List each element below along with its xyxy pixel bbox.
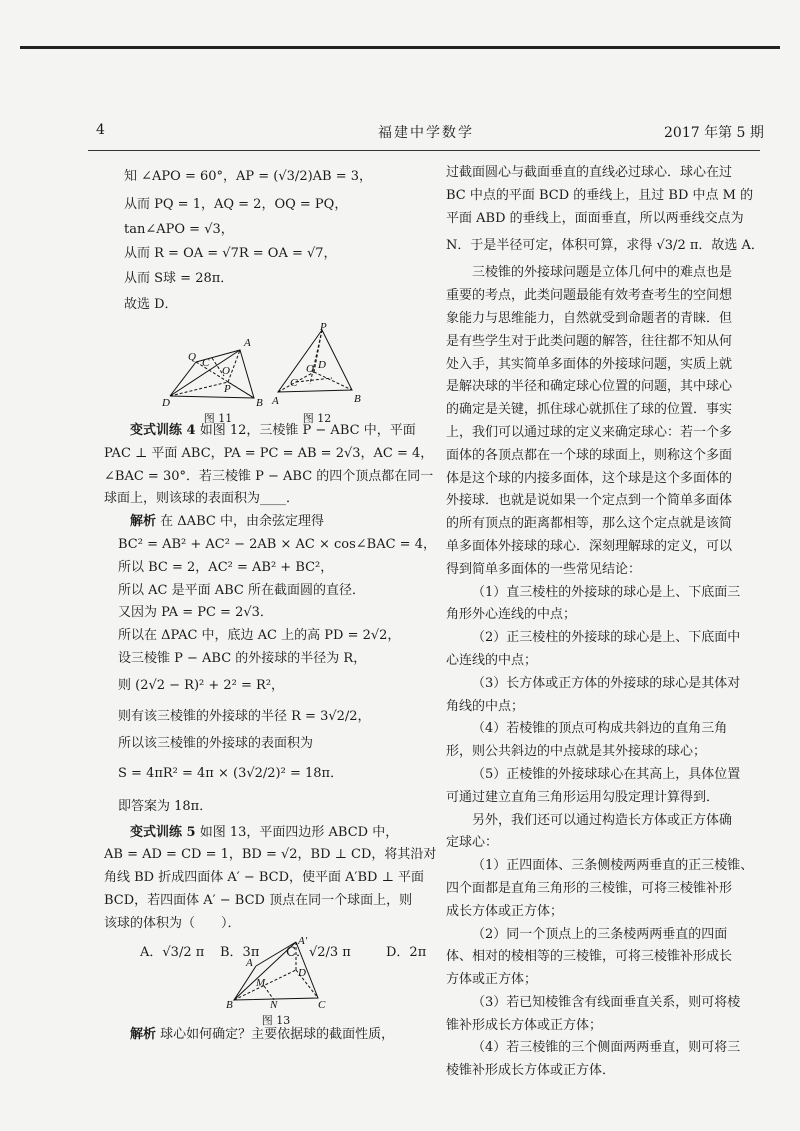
text-line: 处入手，其实简单多面体的外接球问题，实质上就 — [446, 356, 733, 372]
text-line: 平面 ABD 的垂线上，面面垂直，所以两垂线交点为 — [446, 210, 744, 226]
text-line: S = 4πR² = 4π × (3√2/2)² = 18π． — [118, 765, 344, 781]
fig11-label: C — [202, 357, 210, 369]
figure-12 — [270, 322, 364, 425]
text-line: 单多面体外接球的球心．深刻理解球的定义，可以 — [446, 538, 733, 554]
text-line: 又因为 PA = PC = 2√3． — [118, 605, 273, 621]
text-line: 从而 PQ = 1，AQ = 2，OQ = PQ， — [124, 197, 348, 212]
figure-12-caption: 图 12 — [302, 412, 332, 425]
text-line: 即答案为 18π． — [118, 798, 213, 814]
text-line: 球心如何确定？主要依据球的截面性质， — [160, 1027, 395, 1042]
text-line: 所以 BC = 2，AC² = AB² + BC²， — [118, 559, 334, 575]
left-column-bottom — [130, 1024, 450, 1047]
fig12-label: C — [290, 377, 298, 389]
choice-b: B．3π — [220, 944, 260, 960]
left-column-top — [124, 162, 434, 318]
text-line: 锥补形成长方体或正方体； — [446, 1017, 603, 1033]
figure-11 — [162, 328, 274, 425]
figure-13 — [226, 936, 326, 1027]
text-line: 如图 12，三棱锥 P − ABC 中，平面 — [199, 423, 416, 438]
text-line: 象能力与思维能力，自然就受到命题者的青睐．但 — [446, 310, 733, 326]
text-line: 过截面圆心与截面垂直的直线必过球心．球心在过 — [446, 165, 733, 180]
fig11-label: Q — [188, 351, 196, 363]
text-line: 可通过建立直角三角形运用勾股定理计算得到． — [446, 789, 720, 805]
text-line: 方体或正方体； — [446, 972, 538, 988]
text-line: （5）正棱锥的外接球球心在其高上，具体位置 — [472, 766, 741, 782]
fig12-label: P — [320, 322, 327, 333]
top-rule — [20, 46, 780, 49]
fig12-edge — [314, 372, 352, 390]
text-line: 则有该三棱锥的外接球的半径 R = 3√2/2， — [118, 708, 371, 724]
text-line: 如图 13，平面四边形 ABCD 中， — [199, 824, 399, 840]
text-line: 知 ∠APO = 60°，AP = (√3/2)AB = 3， — [124, 169, 373, 184]
exercise-5 — [104, 822, 440, 845]
text-line: BC² = AB² + AC² − 2AB × AC × cos∠BAC = 4， — [118, 536, 436, 552]
fig11-label: A — [244, 337, 251, 349]
choice-c: C．√2/3 π — [286, 944, 351, 960]
text-line: （1）直三棱柱的外接球的球心是上、下底面三 — [472, 584, 741, 600]
fig13-label: C — [318, 999, 326, 1008]
text-line: 定球心： — [446, 835, 499, 851]
text-line: （4）若三棱锥的三个侧面两两垂直，则可将三 — [472, 1040, 741, 1056]
text-line: 是有些学生对于此类问题的解答，往往都不知从何 — [446, 333, 733, 349]
text-line: 另外，我们还可以通过构造长方体或正方体确 — [472, 812, 733, 828]
text-line: 得到简单多面体的一些常见结论： — [446, 561, 642, 577]
text-line: 则 (2√2 − R)² + 2² = R²， — [118, 677, 285, 693]
text-line: （1）正四面体、三条侧棱两两垂直的正三棱锥、 — [472, 858, 754, 874]
fig12-label: A — [272, 395, 279, 406]
text-line: 在 ΔABC 中，由余弦定理得 — [160, 514, 324, 530]
choice-a: A．√3/2 π — [140, 944, 205, 960]
exercise-4 — [104, 420, 440, 443]
fig11-label: P — [224, 383, 231, 395]
text-line: BCD，若四面体 A′ − BCD 顶点在同一个球面上，则 — [104, 892, 413, 908]
fig11-label: B — [256, 397, 263, 406]
text-line: 体是这个球的内接多面体，这个球是这个多面体的 — [446, 470, 733, 486]
fig13-label: D — [298, 967, 306, 979]
figure-13-caption: 图 13 — [261, 1014, 291, 1027]
text-line: tan∠APO = √3， — [124, 222, 234, 237]
fig13-label: A′ — [298, 936, 308, 947]
solution-label: 解析 — [130, 514, 157, 530]
text-line: 四个面都是直角三角形的三棱锥，可将三棱锥补形 — [446, 880, 733, 896]
journal-title: 福建中学数学 — [378, 125, 474, 141]
text-line: 故选 D． — [124, 297, 178, 312]
text-line: 是解决球的半径和确定球心位置的问题，其中球心 — [446, 379, 733, 395]
exercise-5-label: 变式训练 5 — [130, 824, 196, 840]
text-line: AB = AD = CD = 1，BD = √2，BD ⊥ CD，将其沿对 — [104, 847, 437, 863]
text-line: 球面上，则该球的表面积为____． — [104, 491, 300, 507]
page-number: 4 — [96, 122, 105, 138]
exercise-4-label: 变式训练 4 — [130, 423, 196, 438]
text-line: 所以 AC 是平面 ABC 所在截面圆的直径． — [118, 582, 365, 598]
text-line: （4）若棱锥的顶点可构成共斜边的直角三角 — [472, 721, 728, 737]
choice-d: D．2π — [386, 944, 427, 960]
text-line: （3）长方体或正方体的外接球的球心是其体对 — [472, 675, 741, 691]
right-column — [446, 162, 770, 1083]
text-line: 的确定是关键，抓住球心就抓住了球的位置．事实 — [446, 402, 733, 418]
text-line: 三棱锥的外接球问题是立体几何中的难点也是 — [472, 265, 733, 281]
text-line: 棱锥补形成长方体或正方体． — [446, 1063, 616, 1079]
fig11-label: O — [222, 365, 230, 377]
issue-label: 2017 年第 5 期 — [664, 125, 764, 141]
text-line: PAC ⊥ 平面 ABC，PA = PC = AB = 2√3，AC = 4， — [104, 445, 434, 461]
header-rule — [88, 150, 760, 151]
fig13-label: M — [256, 977, 266, 989]
solution-label: 解析 — [130, 1027, 157, 1042]
text-line: 从而 R = OA = √7R = OA = √7， — [124, 246, 337, 261]
fig13-edge — [264, 986, 274, 1000]
fig12-label: O — [306, 363, 314, 375]
text-line: 设三棱锥 P − ABC 的外接球的半径为 R， — [118, 650, 367, 666]
text-line: 角线 BD 折成四面体 A′ − BCD，使平面 A′BD ⊥ 平面 — [104, 870, 424, 886]
text-line: 面体的各顶点都在一个球的球面上，则称这个多面 — [446, 447, 733, 463]
text-line: 该球的体积为（ ）． — [104, 915, 241, 931]
fig13-label: N — [270, 999, 278, 1008]
solution-4 — [104, 511, 440, 534]
fig12-label: B — [354, 393, 361, 405]
text-line: 形，则公共斜边的中点就是其外接球的球心； — [446, 744, 707, 760]
text-line: 所以在 ΔPAC 中，底边 AC 上的高 PD = 2√2， — [118, 628, 401, 644]
text-line: N．于是半径可定，体积可算，求得 √3/2 π．故选 A． — [446, 238, 764, 254]
text-line: 心连线的中点； — [446, 652, 538, 668]
figure-11-caption: 图 11 — [203, 412, 233, 425]
text-line: 体、相对的棱相等的三棱锥，可将三棱锥补形成长 — [446, 949, 733, 965]
text-line: 成长方体或正方体； — [446, 903, 564, 919]
text-line: 所以该三棱锥的外接球的表面积为 — [118, 735, 314, 751]
text-line: （2）同一个顶点上的三条棱两两垂直的四面 — [472, 926, 728, 942]
solution-5 — [130, 1024, 450, 1047]
text-line: 的所有顶点的距离都相等，那么这个定点就是该简 — [446, 516, 733, 532]
fig13-label: B — [226, 999, 233, 1008]
text-line: 角线的中点； — [446, 698, 525, 714]
fig13-edge — [256, 942, 296, 966]
fig11-label: D — [162, 397, 170, 406]
text-line: 重要的考点，此类问题最能有效考查考生的空间想 — [446, 288, 733, 304]
text-line: （2）正三棱柱的外接球的球心是上、下底面中 — [472, 630, 741, 646]
text-line: 外接球．也就是说如果一个定点到一个简单多面体 — [446, 493, 733, 509]
left-column-middle — [104, 420, 440, 970]
text-line: 从而 S球 = 28π． — [124, 271, 234, 286]
fig13-label: A — [246, 957, 253, 969]
fig12-label: D — [318, 359, 326, 371]
text-line: （3）若已知棱锥含有线面垂直关系，则可将棱 — [472, 994, 741, 1010]
text-line: 角形外心连线的中点； — [446, 607, 577, 623]
text-line: ∠BAC = 30°．若三棱锥 P − ABC 的四个顶点都在同一 — [104, 468, 434, 484]
text-line: BC 中点的平面 BCD 的垂线上，且过 BD 中点 M 的 — [446, 187, 754, 203]
text-line: 上，我们可以通过球的定义来确定球心：若一个多 — [446, 424, 733, 440]
